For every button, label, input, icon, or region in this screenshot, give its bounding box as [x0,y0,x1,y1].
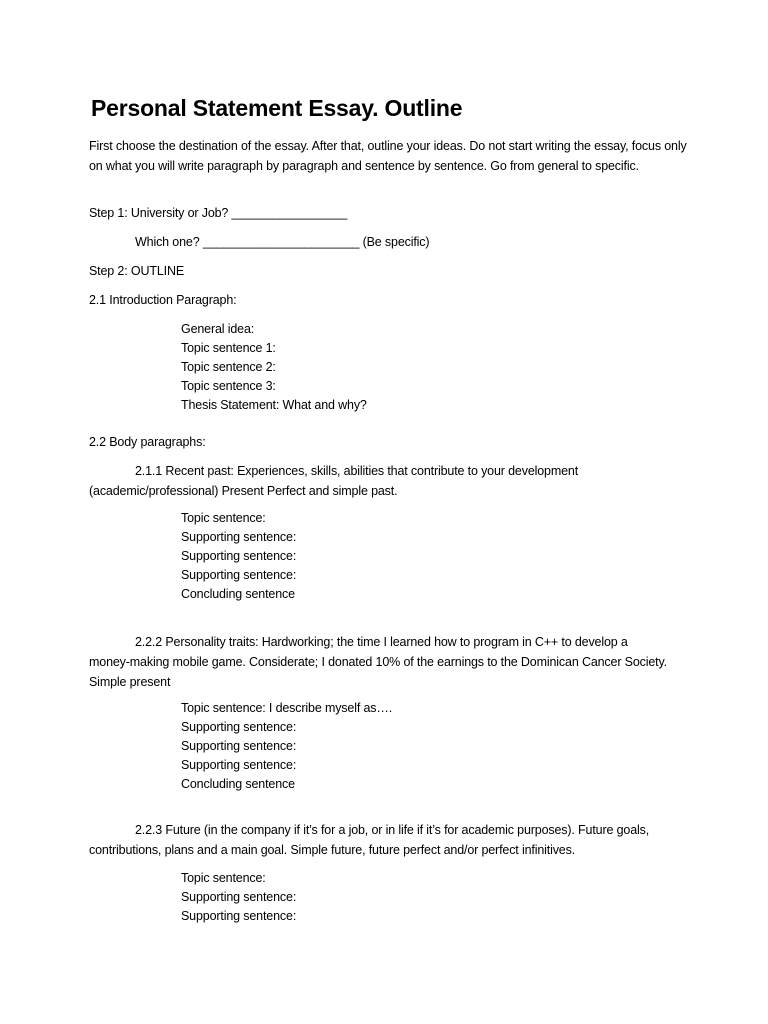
body-item: Supporting sentence: [181,739,297,753]
body-item: Supporting sentence: [181,720,297,734]
body-item: Topic sentence: I describe myself as…. [181,701,393,715]
body-item: Concluding sentence [181,777,295,791]
body-item: Supporting sentence: [181,758,297,772]
which-one-line: Which one? _______________________ (Be specific) [135,235,430,249]
section-2-2-1-paragraph: 2.1.1 Recent past: Experiences, skills, abilities that contribute to your development (academic/professional) Present Perfect and simple past. [89,464,579,498]
intro-paragraph: First choose the destination of the essay. After that, outline your ideas. Do not start writing the essay, focus only on what you will write paragraph by paragraph and sentence by sentence. Go from general to specific. [89,139,687,173]
body-item: Supporting sentence: [181,530,297,544]
body-item: Supporting sentence: [181,568,297,582]
body-item: Supporting sentence: [181,549,297,563]
step2-heading: Step 2: OUTLINE [89,264,185,278]
body-item: Topic sentence: [181,511,266,525]
intro-item: Thesis Statement: What and why? [181,398,367,412]
section-2-1-heading: 2.1 Introduction Paragraph: [89,293,237,307]
intro-item: Topic sentence 3: [181,379,276,393]
intro-item: Topic sentence 2: [181,360,276,374]
section-2-2-3-paragraph: 2.2.3 Future (in the company if it’s for a job, or in life if it’s for academic purposes). Future goals, contributions, plans and a main goal. Simple future, future perfect and/or perfect infinitives. [89,823,650,857]
section-2-2-2-paragraph: 2.2.2 Personality traits: Hardworking; the time I learned how to program in C++ to develop a money-making mobile game. Considerate; I donated 10% of the earnings to the Dominican Cancer Society. Simple present [89,635,667,689]
body-item: Concluding sentence [181,587,295,601]
intro-item: General idea: [181,322,255,336]
body-item: Topic sentence: [181,871,266,885]
body-item: Supporting sentence: [181,890,297,904]
section-2-2-heading: 2.2 Body paragraphs: [89,435,206,449]
intro-item: Topic sentence 1: [181,341,276,355]
body-item: Supporting sentence: [181,909,297,923]
step1-line: Step 1: University or Job? _________________ [89,206,348,220]
document-title: Personal Statement Essay. Outline [91,95,463,121]
